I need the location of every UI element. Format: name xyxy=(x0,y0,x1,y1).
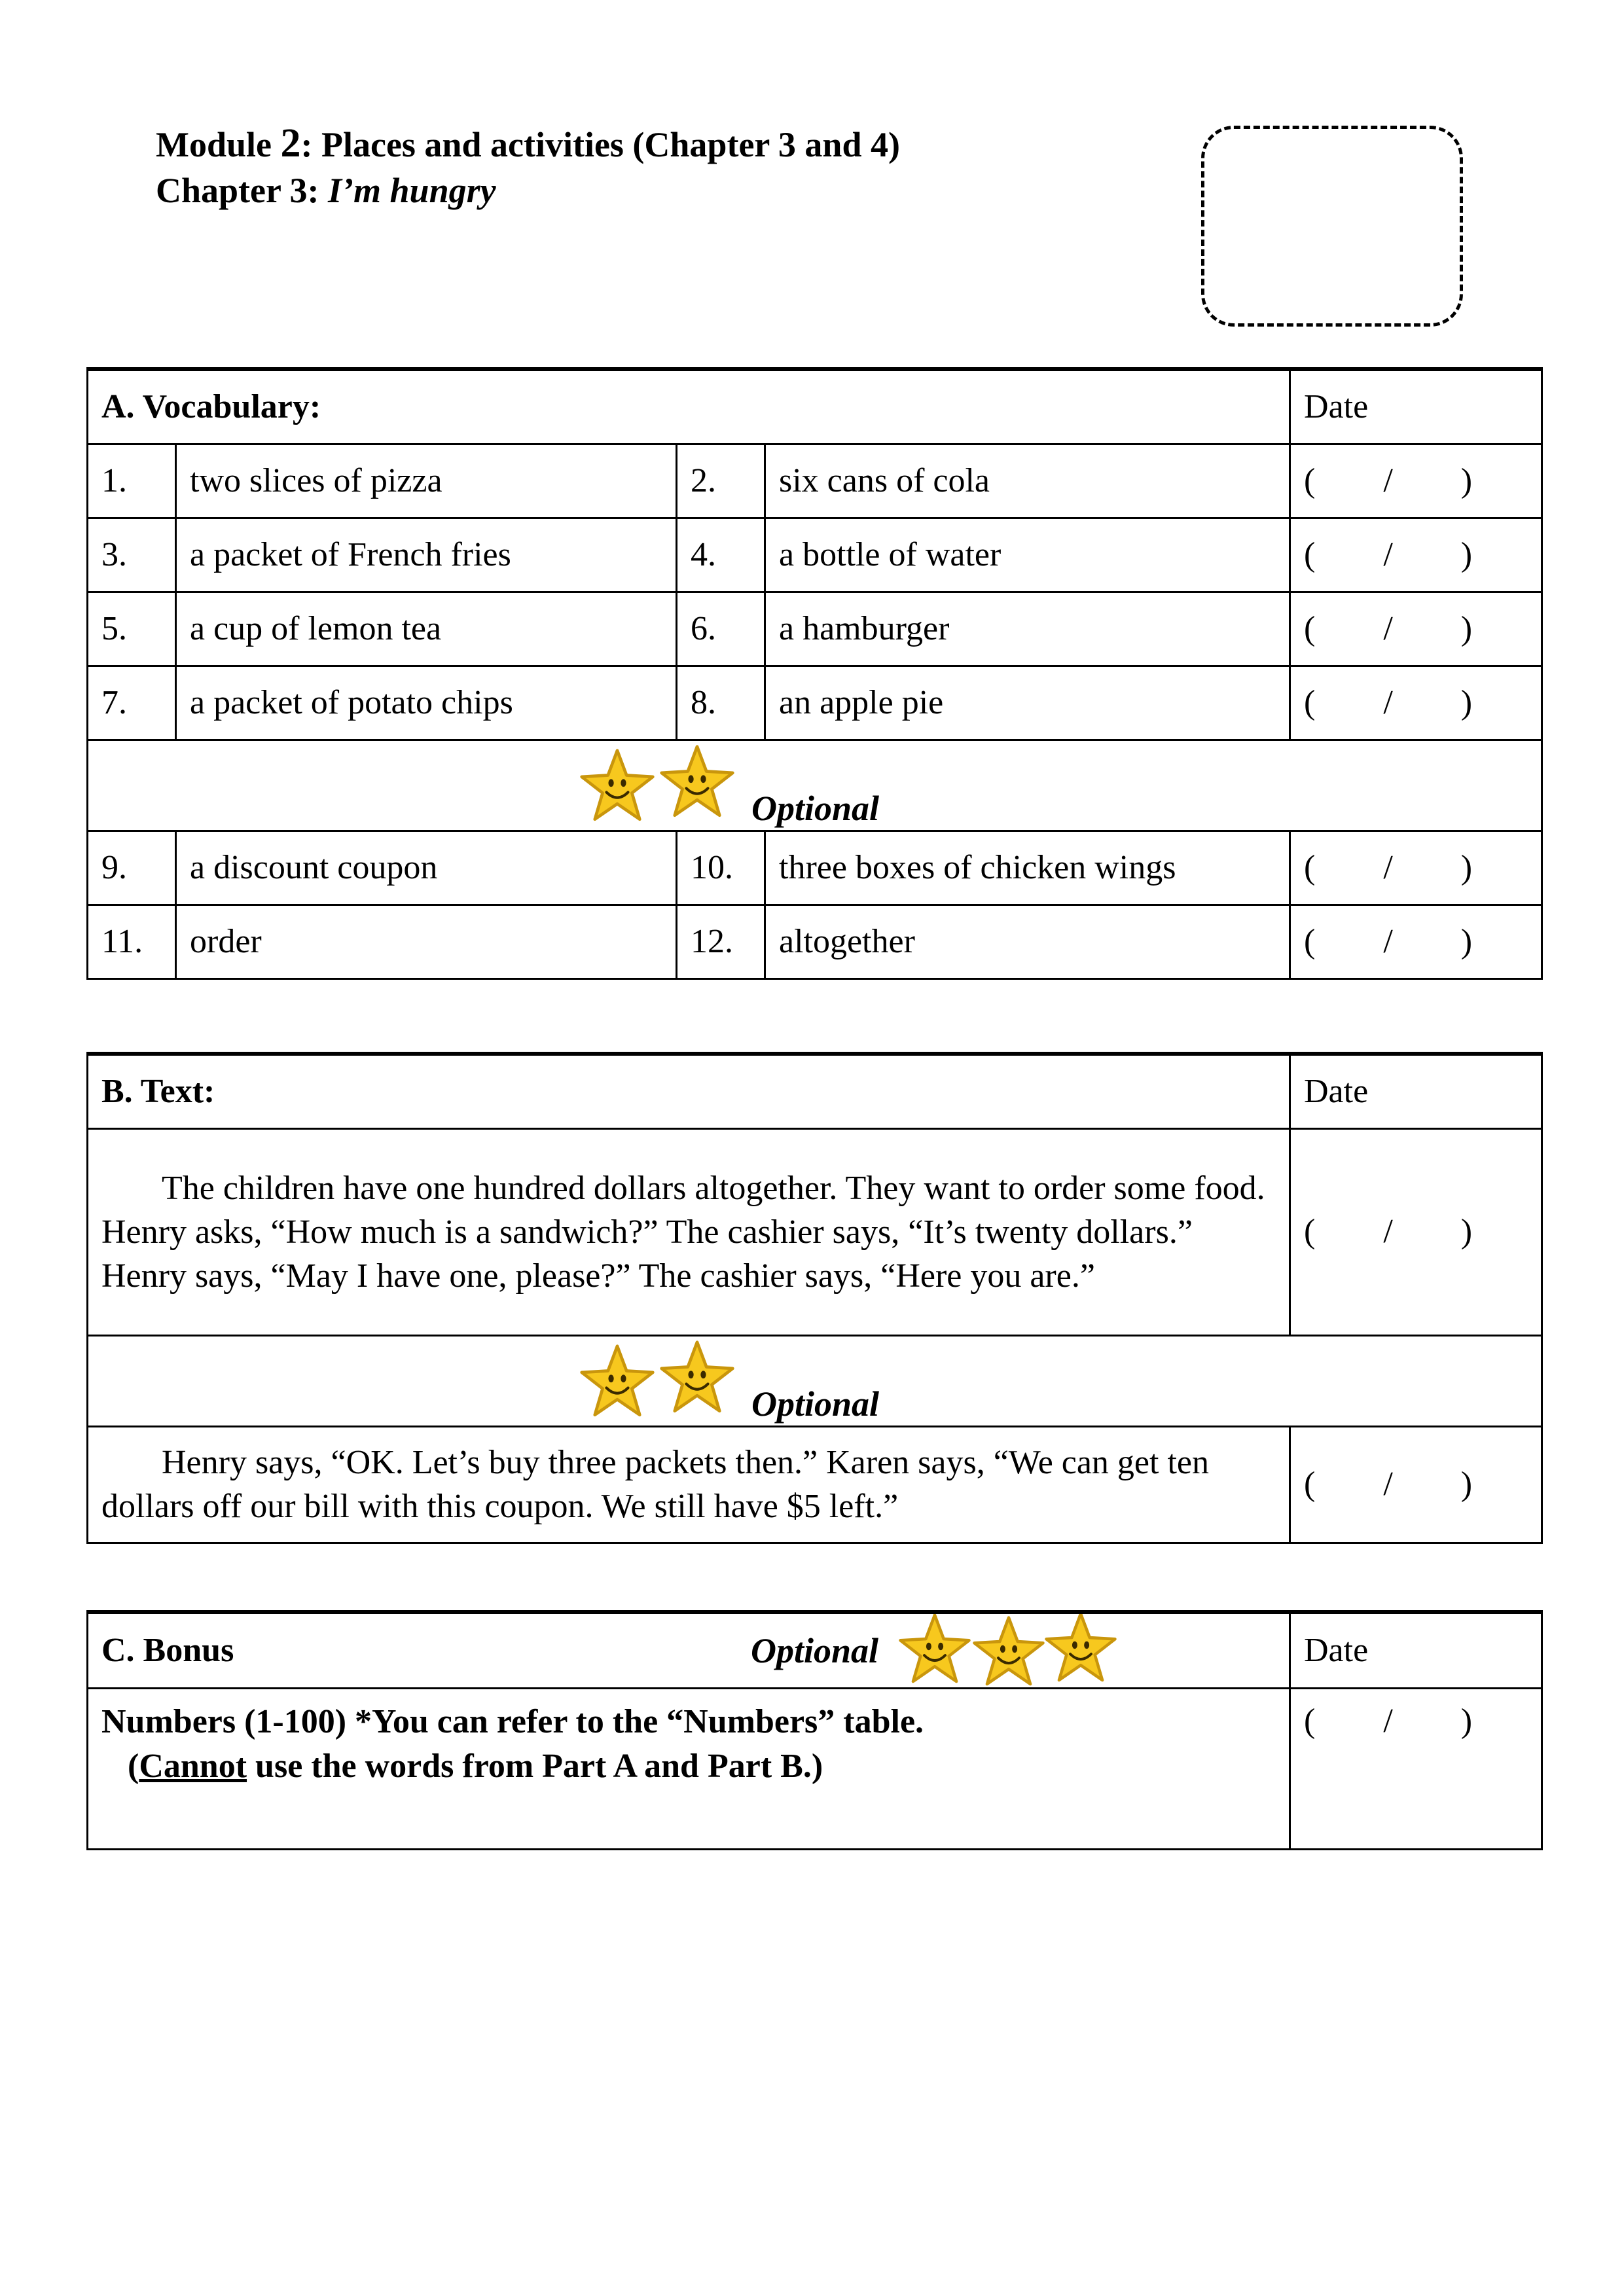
item-number: 9. xyxy=(88,831,176,905)
passage-paragraph: The children have one hundred dollars altogether. They want to order some food. Henry asks, “How much is a sandwich?” The cashier says, “It’s twenty dollars.” Henry says, “May I have one, please?” The cashier says, “Here you are.” xyxy=(101,1169,1265,1295)
vocab-word: three boxes of chicken wings xyxy=(765,831,1290,905)
item-number: 10. xyxy=(677,831,765,905)
date-header: Date xyxy=(1290,1054,1542,1128)
optional-label: Optional xyxy=(751,788,880,828)
optional-label: Optional xyxy=(751,1630,879,1670)
worksheet-header xyxy=(156,120,900,213)
date-header: Date xyxy=(1290,1612,1542,1688)
reading-passage-optional xyxy=(88,1426,1290,1543)
vocab-word: order xyxy=(176,905,677,978)
smiling-star-icon xyxy=(971,1615,1047,1688)
vocab-word: an apple pie xyxy=(765,666,1290,740)
vocab-word: a hamburger xyxy=(765,592,1290,666)
date-blank[interactable]: ( / ) xyxy=(1290,666,1542,740)
module-prefix: Module xyxy=(156,125,281,164)
bonus-line-2 xyxy=(101,1744,1276,1789)
optional-divider xyxy=(88,740,1542,831)
date-blank[interactable]: ( / ) xyxy=(1290,592,1542,666)
item-number: 1. xyxy=(88,444,176,518)
text-heading: B. Text: xyxy=(88,1054,1290,1128)
reading-passage xyxy=(88,1128,1290,1335)
date-blank[interactable]: ( / ) xyxy=(1290,905,1542,978)
item-number: 7. xyxy=(88,666,176,740)
item-number: 6. xyxy=(677,592,765,666)
item-number: 11. xyxy=(88,905,176,978)
vocab-word: two slices of pizza xyxy=(176,444,677,518)
chapter-title xyxy=(156,168,900,213)
bonus-line-2-text: use the words from Part A and Part B.) xyxy=(247,1747,823,1785)
vocab-word: a bottle of water xyxy=(765,518,1290,592)
smiling-star-icon xyxy=(897,1612,973,1688)
item-number: 4. xyxy=(677,518,765,592)
vocab-word: a packet of potato chips xyxy=(176,666,677,740)
vocab-word: a packet of French fries xyxy=(176,518,677,592)
vocab-word: altogether xyxy=(765,905,1290,978)
smiling-star-icon xyxy=(658,744,736,831)
chapter-prefix: Chapter 3: xyxy=(156,171,328,210)
item-number: 3. xyxy=(88,518,176,592)
date-blank[interactable]: ( / ) xyxy=(1290,444,1542,518)
vocab-word: a discount coupon xyxy=(176,831,677,905)
vocabulary-heading: A. Vocabulary: xyxy=(88,369,1290,444)
date-blank[interactable]: ( / ) xyxy=(1290,831,1542,905)
smiling-star-icon xyxy=(658,1339,736,1427)
bonus-instructions xyxy=(88,1688,1290,1849)
smiling-star-icon xyxy=(578,1343,657,1427)
stamp-box xyxy=(1201,126,1463,327)
passage-paragraph: Henry says, “OK. Let’s buy three packets then.” Karen says, “We can get ten dollars off our bill with this coupon. We still have $5 left.” xyxy=(101,1444,1209,1525)
vocab-word: a cup of lemon tea xyxy=(176,592,677,666)
module-number: 2 xyxy=(280,121,301,166)
optional-label: Optional xyxy=(751,1384,880,1424)
item-number: 2. xyxy=(677,444,765,518)
date-blank[interactable]: ( / ) xyxy=(1290,518,1542,592)
module-title xyxy=(156,120,900,168)
bonus-paren: ( xyxy=(128,1747,139,1785)
bonus-line-1: Numbers (1-100) *You can refer to the “Numbers” table. xyxy=(101,1702,924,1740)
module-suffix: : Places and activities (Chapter 3 and 4) xyxy=(300,125,900,164)
item-number: 5. xyxy=(88,592,176,666)
bonus-table xyxy=(86,1610,1543,1850)
date-blank[interactable]: ( / ) xyxy=(1290,1688,1542,1849)
date-blank[interactable]: ( / ) xyxy=(1290,1426,1542,1543)
bonus-emphasis: Cannot xyxy=(139,1747,247,1785)
smiling-star-icon xyxy=(578,747,657,831)
item-number: 8. xyxy=(677,666,765,740)
bonus-heading-cell xyxy=(88,1612,1290,1688)
chapter-name: I’m hungry xyxy=(328,171,496,210)
text-table xyxy=(86,1052,1543,1544)
date-header: Date xyxy=(1290,369,1542,444)
smiling-star-icon xyxy=(1043,1612,1119,1688)
vocab-word: six cans of cola xyxy=(765,444,1290,518)
bonus-heading: C. Bonus xyxy=(101,1631,234,1669)
item-number: 12. xyxy=(677,905,765,978)
optional-divider xyxy=(88,1335,1542,1426)
vocabulary-table xyxy=(86,367,1543,980)
date-blank[interactable]: ( / ) xyxy=(1290,1128,1542,1335)
